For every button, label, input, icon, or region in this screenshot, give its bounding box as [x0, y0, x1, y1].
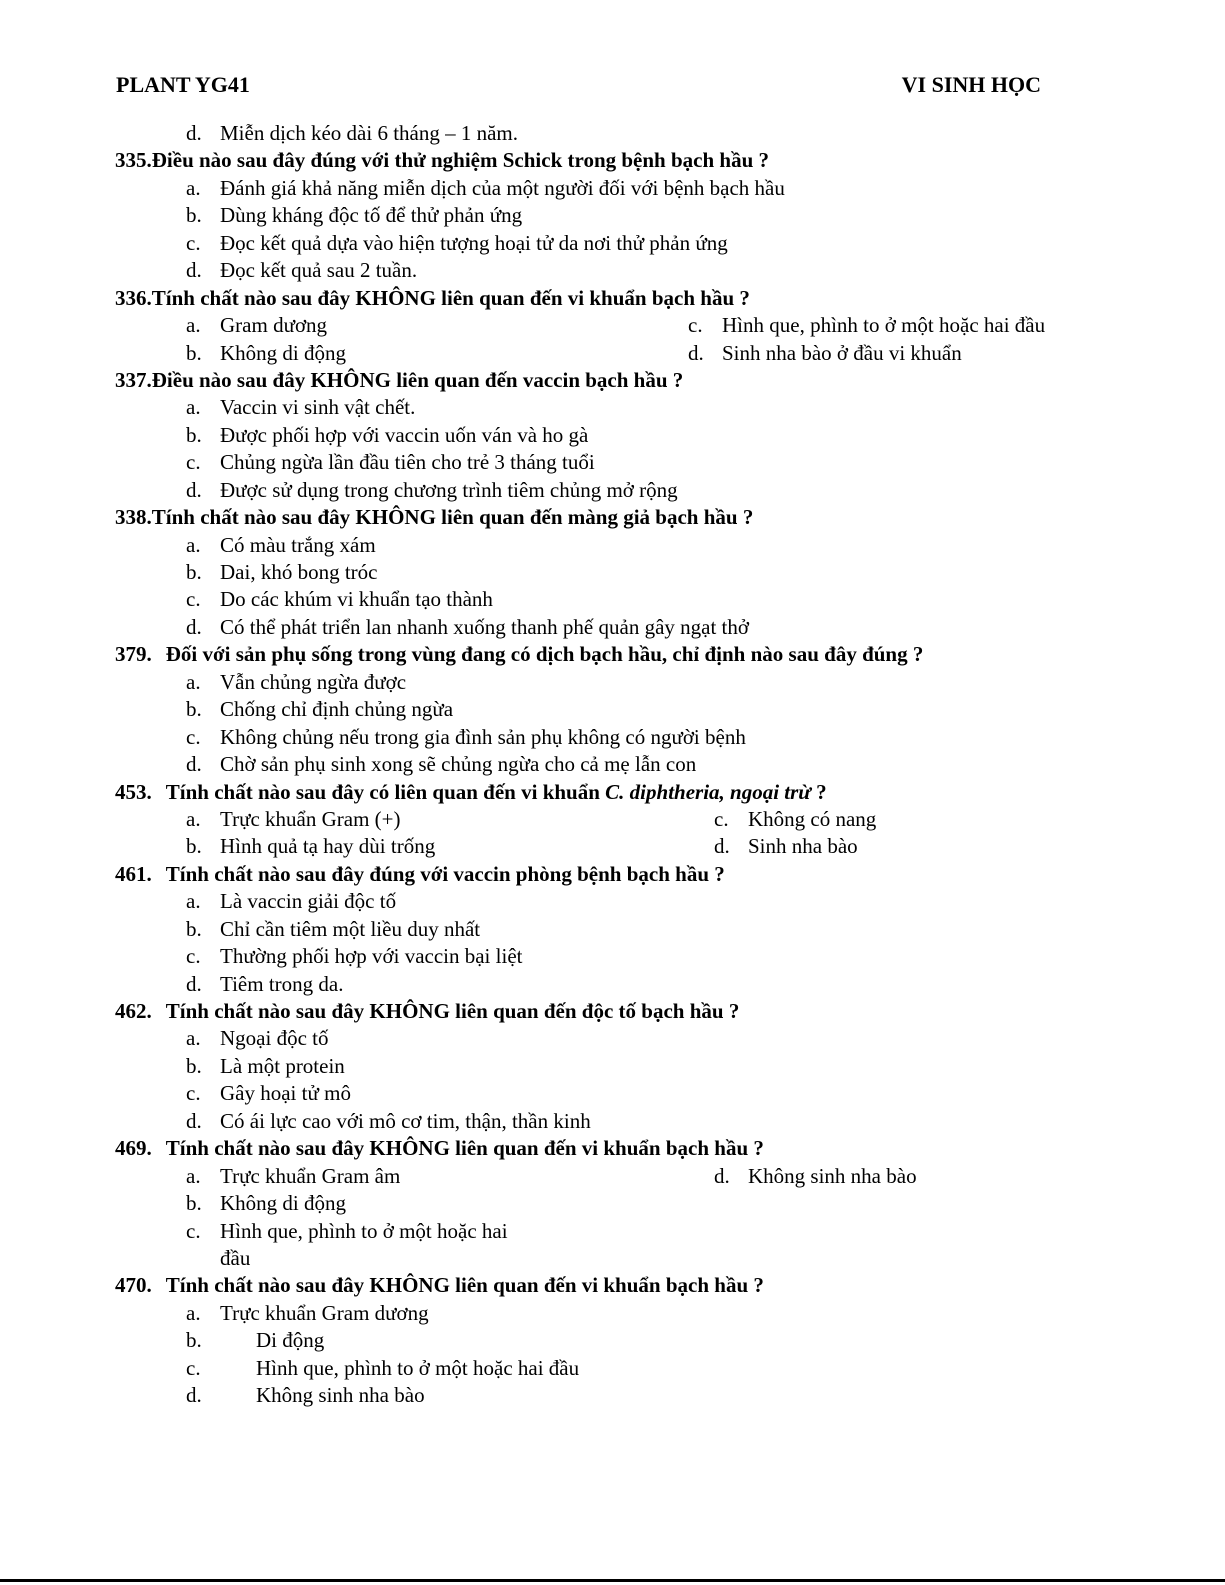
option-letter: d. [186, 1383, 202, 1408]
question-number: 453. [115, 779, 152, 804]
option-letter: c. [186, 1218, 201, 1243]
option-row [0, 1300, 1225, 1327]
option-letter: a. [186, 806, 201, 831]
option-row [0, 1245, 1225, 1272]
question-number: 379. [115, 642, 152, 667]
option-row [0, 696, 1225, 723]
option-letter: b. [186, 834, 202, 859]
option-text: Không sinh nha bào [748, 1163, 917, 1188]
option-text: Hình que, phình to ở một hoặc hai đầu [256, 1355, 580, 1380]
option-letter: b. [186, 560, 202, 584]
option-row [0, 586, 1225, 613]
option-text: Chủng ngừa lần đầu tiên cho trẻ 3 tháng tuổi [220, 450, 595, 475]
page-header [116, 72, 1041, 100]
option-row [0, 257, 1225, 284]
option-letter: a. [186, 313, 201, 338]
question-number: 470. [115, 1273, 152, 1298]
question-text: Tính chất nào sau đây KHÔNG liên quan đến màng giả bạch hầu ? [151, 505, 754, 530]
question-heading [0, 861, 1225, 888]
question-text: Điều nào sau đây KHÔNG liên quan đến vaccin bạch hầu ? [151, 367, 684, 392]
option-text: Không di động [220, 340, 346, 365]
option-row [0, 394, 1225, 421]
question-heading [0, 641, 1225, 668]
option-row [0, 724, 1225, 751]
question-heading [0, 1135, 1225, 1162]
option-letter: c. [688, 313, 703, 338]
option-letter: c. [186, 724, 201, 749]
option-row [0, 340, 1225, 367]
option-row [0, 202, 1225, 229]
option-text: Chỉ cần tiêm một liều duy nhất [220, 916, 481, 941]
option-row [0, 449, 1225, 476]
option-text: Di động [256, 1328, 325, 1353]
option-text: Thường phối hợp với vaccin bại liệt [220, 944, 523, 969]
page-bottom-rule [0, 1579, 1225, 1582]
option-letter: d. [186, 477, 202, 502]
question-text: Tính chất nào sau đây có liên quan đến vi khuẩn [165, 779, 606, 804]
option-letter: d. [186, 1108, 202, 1133]
header-course-code: PLANT YG41 [116, 72, 250, 97]
option-text: Do các khúm vi khuẩn tạo thành [220, 587, 493, 612]
option-row [0, 1190, 1225, 1217]
option-letter: b. [186, 1328, 202, 1353]
option-text: Đọc kết quả sau 2 tuần. [220, 258, 418, 283]
option-letter: b. [186, 697, 202, 722]
option-row [0, 1382, 1225, 1409]
question-list [0, 120, 1225, 1410]
question-italic-text: C. diphtheria, ngoại trừ [605, 779, 811, 804]
question-number: 461. [115, 861, 152, 886]
option-letter: c. [186, 1355, 201, 1380]
question-heading [0, 998, 1225, 1025]
option-letter: a. [186, 1300, 201, 1325]
option-row [0, 751, 1225, 778]
option-text: Được sử dụng trong chương trình tiêm chủng mở rộng [220, 477, 678, 502]
option-row [0, 1025, 1225, 1052]
question-heading [0, 779, 1225, 806]
option-letter: a. [186, 1026, 201, 1051]
option-letter: a. [186, 889, 201, 914]
option-text: Không có nang [748, 806, 877, 831]
option-text: Hình quả tạ hay dùi trống [220, 834, 436, 859]
option-row [0, 614, 1225, 641]
option-letter: d. [186, 752, 202, 777]
option-text: Dai, khó bong tróc [220, 560, 378, 584]
option-text: Gram dương [220, 313, 328, 338]
option-letter: a. [186, 669, 201, 694]
option-text: Không sinh nha bào [256, 1383, 425, 1408]
continuation-line [0, 120, 1225, 147]
question-text: Tính chất nào sau đây KHÔNG liên quan đến vi khuẩn bạch hầu ? [165, 1273, 764, 1298]
option-row [0, 1218, 1225, 1245]
option-letter: b. [186, 340, 202, 365]
option-letter: d. [688, 340, 704, 365]
option-row [0, 1163, 1225, 1190]
option-row [0, 806, 1225, 833]
question-heading [0, 504, 1225, 531]
option-text: Sinh nha bào [748, 834, 858, 859]
option-text: Ngoại độc tố [220, 1026, 329, 1051]
option-text: Chờ sản phụ sinh xong sẽ chủng ngừa cho cả mẹ lẫn con [220, 752, 697, 777]
question-number: 338. [115, 505, 152, 530]
question-text: Điều nào sau đây đúng với thử nghiệm Schick trong bệnh bạch hầu ? [151, 148, 770, 173]
option-text: Có ái lực cao với mô cơ tim, thận, thần kinh [220, 1108, 591, 1133]
option-row [0, 916, 1225, 943]
option-text: Trực khuẩn Gram âm [220, 1163, 401, 1188]
option-text: Gây hoại tử mô [220, 1081, 351, 1106]
option-letter: c. [186, 230, 201, 255]
option-text: Được phối hợp với vaccin uốn ván và ho gà [220, 422, 589, 447]
option-letter: d. [186, 971, 202, 996]
option-text: Vẫn chủng ngừa được [220, 669, 407, 694]
option-text: Miễn dịch kéo dài 6 tháng – 1 năm. [220, 121, 519, 145]
option-row [0, 1108, 1225, 1135]
question-heading [0, 147, 1225, 174]
option-letter: b. [186, 422, 202, 447]
option-row [0, 1053, 1225, 1080]
option-text: Hình que, phình to ở một hoặc hai [220, 1218, 508, 1243]
option-letter: c. [186, 1081, 201, 1106]
option-row [0, 888, 1225, 915]
option-text: Sinh nha bào ở đầu vi khuẩn [722, 340, 962, 365]
header-subject: VI SINH HỌC [901, 72, 1041, 97]
option-letter: c. [186, 944, 201, 969]
option-row [0, 532, 1225, 559]
question-text: Đối với sản phụ sống trong vùng đang có dịch bạch hầu, chỉ định nào sau đây đúng ? [165, 642, 924, 667]
option-text: Không di động [220, 1191, 346, 1216]
option-letter: a. [186, 395, 201, 420]
option-text: Trực khuẩn Gram (+) [220, 806, 401, 831]
option-row [0, 175, 1225, 202]
question-tail: ? [810, 779, 827, 804]
option-letter: d. [714, 834, 730, 859]
option-text: Vaccin vi sinh vật chết. [220, 395, 416, 420]
option-letter: d. [186, 258, 202, 283]
option-text-continued: đầu [220, 1245, 251, 1270]
option-letter: a. [186, 175, 201, 200]
option-row [0, 312, 1225, 339]
option-text: Chống chỉ định chủng ngừa [220, 697, 454, 722]
question-number: 336. [115, 285, 152, 310]
option-text: Không chủng nếu trong gia đình sản phụ không có người bệnh [220, 724, 746, 749]
option-letter: d. [186, 614, 202, 639]
option-letter: a. [186, 1163, 201, 1188]
question-text: Tính chất nào sau đây đúng với vaccin phòng bệnh bạch hầu ? [165, 861, 725, 886]
option-text: Đánh giá khả năng miễn dịch của một người đối với bệnh bạch hầu [220, 175, 785, 200]
option-letter: b. [186, 203, 202, 228]
option-row [0, 943, 1225, 970]
question-text: Tính chất nào sau đây KHÔNG liên quan đến độc tố bạch hầu ? [165, 999, 740, 1023]
option-text: Là một protein [220, 1053, 345, 1078]
question-text: Tính chất nào sau đây KHÔNG liên quan đến vi khuẩn bạch hầu ? [151, 285, 750, 310]
option-letter: a. [186, 532, 201, 557]
option-letter: b. [186, 916, 202, 941]
option-row [0, 1355, 1225, 1382]
option-row [0, 971, 1225, 998]
option-row [0, 477, 1225, 504]
question-number: 469. [115, 1136, 152, 1161]
option-text: Trực khuẩn Gram dương [220, 1300, 429, 1325]
option-letter: d. [714, 1163, 730, 1188]
option-row [0, 833, 1225, 860]
option-text: Tiêm trong da. [220, 971, 344, 996]
question-number: 337. [115, 367, 152, 392]
option-row [0, 230, 1225, 257]
option-text: Có thể phát triển lan nhanh xuống thanh phế quản gây ngạt thở [220, 614, 749, 639]
option-letter: b. [186, 1053, 202, 1078]
option-text: Là vaccin giải độc tố [220, 889, 397, 914]
option-text: Dùng kháng độc tố để thử phản ứng [220, 203, 523, 228]
question-heading [0, 1272, 1225, 1299]
option-row [0, 559, 1225, 586]
question-number: 335. [115, 148, 152, 173]
option-letter: c. [714, 806, 729, 831]
option-letter: c. [186, 450, 201, 475]
option-row [0, 1327, 1225, 1354]
option-text: Có màu trắng xám [220, 532, 376, 557]
option-text: Hình que, phình to ở một hoặc hai đầu [722, 313, 1046, 338]
option-row [0, 422, 1225, 449]
question-heading [0, 367, 1225, 394]
option-row [0, 669, 1225, 696]
option-letter: b. [186, 1191, 202, 1216]
question-heading [0, 285, 1225, 312]
option-text: Đọc kết quả dựa vào hiện tượng hoại tử da nơi thử phản ứng [220, 230, 728, 255]
option-row [0, 1080, 1225, 1107]
option-letter: d. [186, 121, 202, 145]
question-text: Tính chất nào sau đây KHÔNG liên quan đến vi khuẩn bạch hầu ? [165, 1136, 764, 1161]
question-number: 462. [115, 999, 152, 1023]
option-letter: c. [186, 587, 201, 612]
